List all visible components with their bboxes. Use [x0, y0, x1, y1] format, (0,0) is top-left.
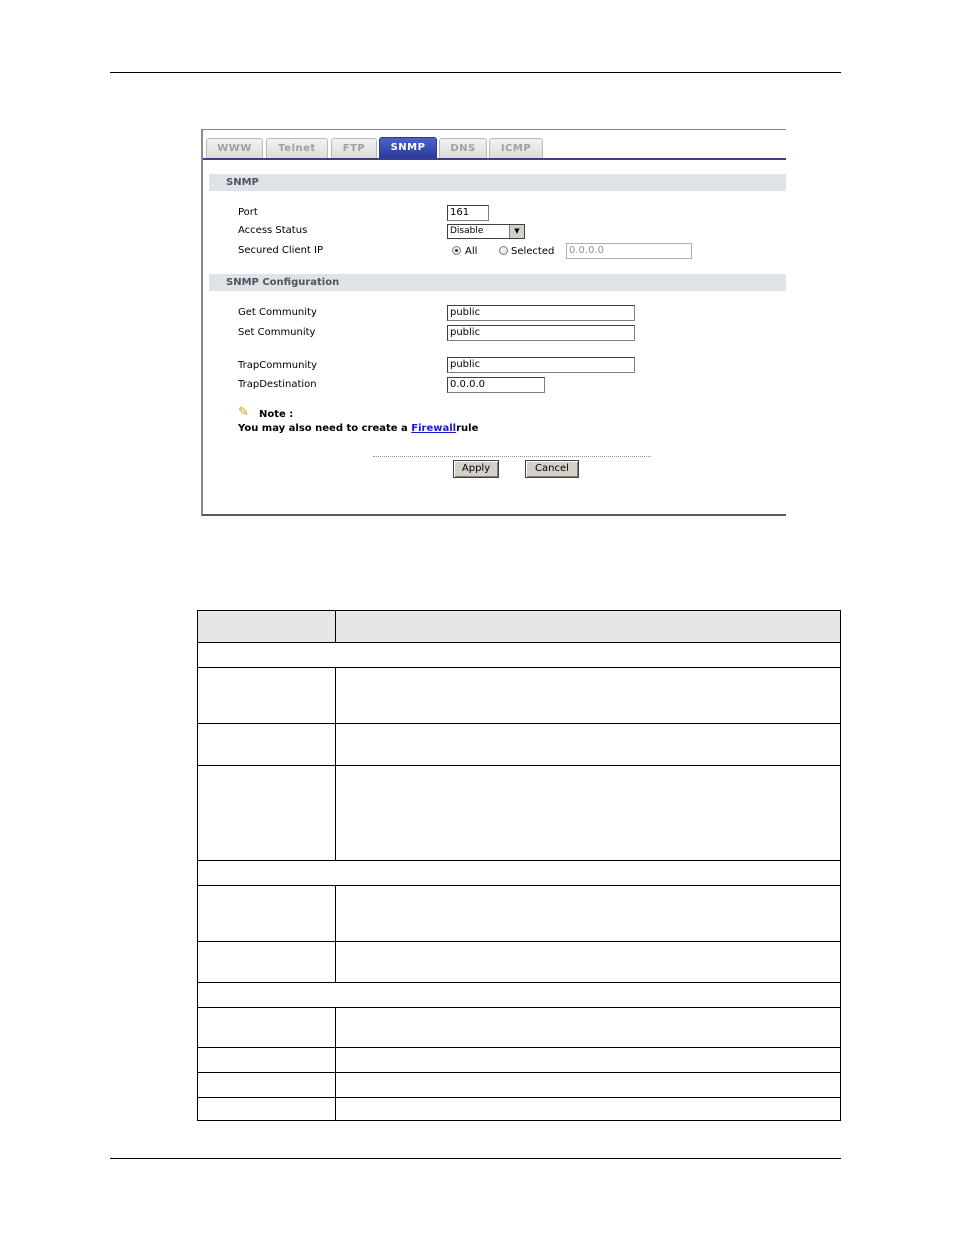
trap-community-input[interactable]: public	[447, 357, 635, 373]
table-row	[198, 885, 840, 941]
access-status-select[interactable]	[447, 224, 525, 239]
firewall-link[interactable]: Firewall	[411, 423, 457, 434]
note-title: Note :	[259, 409, 294, 420]
note-text	[238, 423, 478, 434]
table-cell-label	[198, 724, 336, 765]
cancel-button[interactable]: Cancel	[525, 460, 579, 478]
tab-www[interactable]: WWW	[206, 138, 263, 158]
tab-icmp[interactable]: ICMP	[489, 138, 543, 158]
table-row	[198, 1047, 840, 1072]
tab-bar	[203, 136, 786, 160]
table-cell-label	[198, 1048, 336, 1072]
table-header-cell-label	[198, 611, 336, 642]
trap-destination-label: TrapDestination	[238, 379, 317, 390]
table-row	[198, 1097, 840, 1120]
port-label: Port	[238, 207, 258, 218]
radio-all[interactable]	[452, 246, 461, 255]
snmp-screenshot-frame	[201, 129, 786, 516]
get-community-label: Get Community	[238, 307, 317, 318]
radio-selected-label: Selected	[511, 246, 555, 257]
table-cell-label	[198, 1073, 336, 1097]
trap-destination-input[interactable]: 0.0.0.0	[447, 377, 545, 393]
tab-dns[interactable]: DNS	[439, 138, 487, 158]
table-row	[198, 1072, 840, 1097]
apply-button[interactable]: Apply	[453, 460, 499, 478]
divider	[373, 456, 651, 457]
note-text-before: You may also need to create a	[238, 423, 408, 434]
snmp-configuration-title: SNMP Configuration	[209, 274, 786, 291]
table-cell-label	[198, 1098, 336, 1120]
table-cell-label	[198, 1008, 336, 1047]
get-community-input[interactable]: public	[447, 305, 635, 321]
table-cell-label	[198, 942, 336, 982]
secured-client-ip-label: Secured Client IP	[238, 245, 324, 256]
tab-ftp[interactable]: FTP	[331, 138, 377, 158]
table-section-row	[198, 982, 840, 1007]
set-community-label: Set Community	[238, 327, 316, 338]
table-cell-label	[198, 766, 336, 860]
table-row	[198, 667, 840, 723]
table-cell-label	[198, 668, 336, 723]
radio-selected[interactable]	[499, 246, 508, 255]
chevron-down-icon[interactable]: ▼	[509, 225, 524, 238]
selected-ip-input[interactable]: 0.0.0.0	[566, 243, 692, 259]
tab-telnet[interactable]: Telnet	[266, 138, 328, 158]
trap-community-label: TrapCommunity	[238, 360, 318, 371]
table-row	[198, 941, 840, 982]
page-footer-rule	[110, 1158, 841, 1159]
set-community-input[interactable]: public	[447, 325, 635, 341]
radio-all-label: All	[465, 246, 478, 257]
snmp-section-title: SNMP	[209, 174, 786, 191]
table-row	[198, 723, 840, 765]
table-row	[198, 765, 840, 860]
access-status-value: Disable	[450, 226, 484, 236]
field-description-table	[197, 610, 841, 1121]
note-pencil-icon: ✎	[238, 405, 249, 420]
page-header-rule	[110, 72, 841, 73]
table-section-row	[198, 860, 840, 885]
access-status-label: Access Status	[238, 225, 308, 236]
table-header-row	[198, 611, 840, 642]
tab-snmp[interactable]: SNMP	[379, 137, 437, 158]
table-section-row	[198, 642, 840, 667]
note-text-after: rule	[456, 423, 479, 434]
table-cell-label	[198, 886, 336, 941]
port-input[interactable]: 161	[447, 205, 489, 221]
table-row	[198, 1007, 840, 1047]
